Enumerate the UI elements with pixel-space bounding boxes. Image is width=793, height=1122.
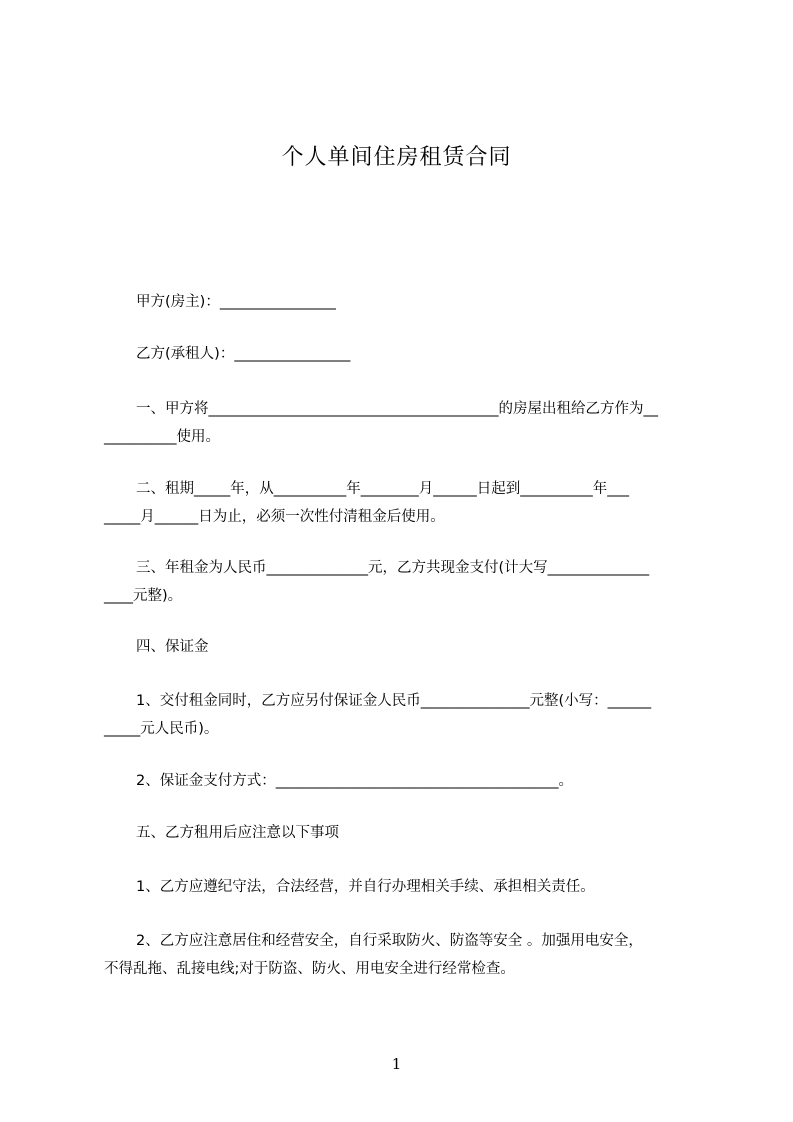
clause-5-2-paragraph bbox=[104, 927, 704, 983]
clause-4-1-line-1: 1、交付租金同时，乙方应另付保证金人民币_______________元整(小写：______ bbox=[136, 693, 652, 709]
page-number: 1 bbox=[391, 1055, 402, 1073]
clause-5-1-paragraph bbox=[104, 873, 704, 901]
clause-5-heading bbox=[104, 819, 704, 847]
clause-5-2-line-2: 不得乱拖、乱接电线;对于防盗、防火、用电安全进行经常检查。 bbox=[104, 961, 515, 977]
party-a-text: 甲方(房主)：________________ bbox=[136, 294, 336, 310]
clause-4-text: 四、保证金 bbox=[136, 639, 209, 655]
clause-3-line-2: ____元整)。 bbox=[104, 588, 183, 604]
clause-2-paragraph bbox=[104, 475, 704, 531]
clause-5-2-line-1: 2、乙方应注意居住和经营安全，自行采取防火、防盗等安全 。加强用电安全， bbox=[136, 933, 643, 949]
clause-1-paragraph bbox=[104, 395, 704, 451]
clause-5-1-text: 1、乙方应遵纪守法，合法经营，并自行办理相关手续、承担相关责任。 bbox=[136, 879, 595, 895]
party-b-line bbox=[104, 340, 704, 368]
party-b-text: 乙方(承租人)：________________ bbox=[136, 346, 351, 362]
clause-4-heading bbox=[104, 633, 704, 661]
clause-4-2-text: 2、保证金支付方式：_______________________________________。 bbox=[136, 773, 573, 789]
clause-1-line-1: 一、甲方将________________________________________的房屋出租给乙方作为__ bbox=[136, 401, 658, 417]
clause-2-line-1: 二、租期_____年，从__________年________月______日起到__________年___ bbox=[136, 481, 629, 497]
clause-3-paragraph bbox=[104, 554, 704, 610]
document-title: 个人单间住房租赁合同 bbox=[281, 145, 512, 170]
clause-1-line-2: __________使用。 bbox=[104, 429, 220, 445]
clause-4-1-paragraph bbox=[104, 687, 704, 743]
clause-3-line-1: 三、年租金为人民币______________元，乙方共现金支付(计大写______________ bbox=[136, 560, 650, 576]
clause-4-1-line-2: _____元人民币)。 bbox=[104, 721, 219, 737]
clause-5-text: 五、乙方租用后应注意以下事项 bbox=[136, 825, 339, 841]
clause-2-line-2: _____月______日为止，必须一次性付清租金后使用。 bbox=[104, 509, 445, 525]
clause-4-2-paragraph bbox=[104, 767, 704, 795]
party-a-line bbox=[104, 288, 704, 316]
